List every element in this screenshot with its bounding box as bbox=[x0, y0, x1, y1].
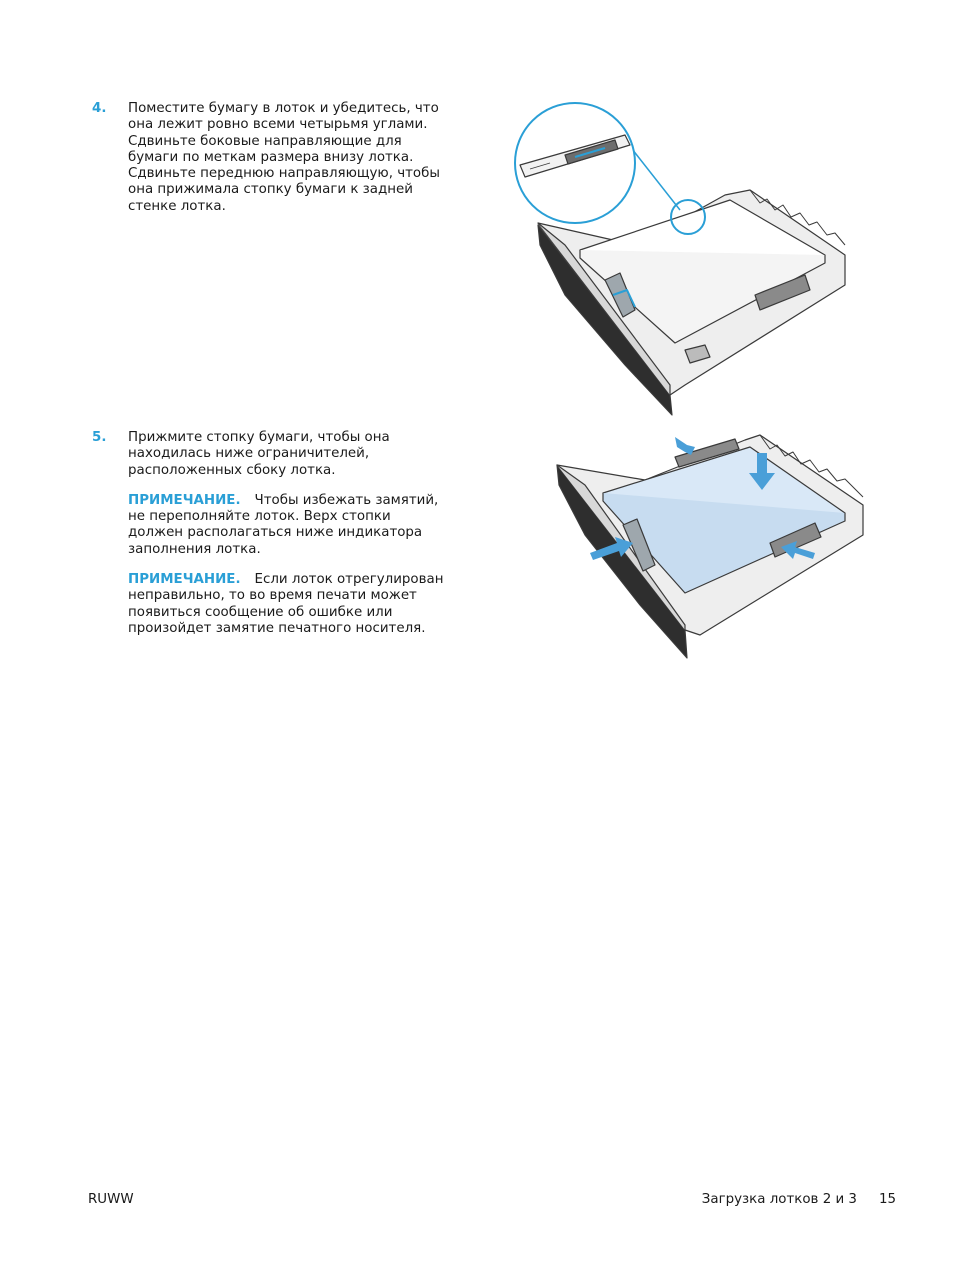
footer-right bbox=[702, 1192, 896, 1208]
note-label: ПРИМЕЧАНИЕ. bbox=[128, 492, 241, 508]
tray-paper-press-illustration bbox=[545, 425, 875, 665]
note-2 bbox=[128, 572, 462, 637]
step-text: Поместите бумагу в лоток и убедитесь, что она лежит ровно всеми четырьмя углами. Сдвиньте боковые направляющие для бумаги по меткам размера внизу лотка. Сдвиньте переднюю направляющую, чтобы она прижимала стопку бумаги к задней стенке лотка. bbox=[128, 101, 440, 214]
footer-left: RUWW bbox=[88, 1192, 134, 1207]
arrow-right-icon bbox=[675, 437, 695, 455]
note-1 bbox=[128, 493, 462, 558]
footer-section: Загрузка лотков 2 и 3 bbox=[701, 1192, 857, 1207]
step-text: Прижмите стопку бумаги, чтобы она находилась ниже ограничителей, расположенных сбоку лотка. bbox=[128, 430, 390, 478]
step-4 bbox=[92, 101, 462, 215]
page-number: 15 bbox=[878, 1192, 896, 1207]
step-5 bbox=[92, 430, 462, 637]
tray-side-guides-illustration bbox=[505, 95, 865, 420]
step-number: 5. bbox=[92, 430, 107, 445]
note-label: ПРИМЕЧАНИЕ. bbox=[128, 572, 241, 588]
step-number: 4. bbox=[92, 101, 107, 116]
note-text: Если лоток отрегулирован неправильно, то во время печати может появиться сообщение об ошибке или произойдет замятие печатного носителя. bbox=[128, 572, 444, 636]
note-text: Чтобы избежать замятий, не переполняйте лоток. Верх стопки должен располагаться ниже индикатора заполнения лотка. bbox=[128, 492, 439, 557]
